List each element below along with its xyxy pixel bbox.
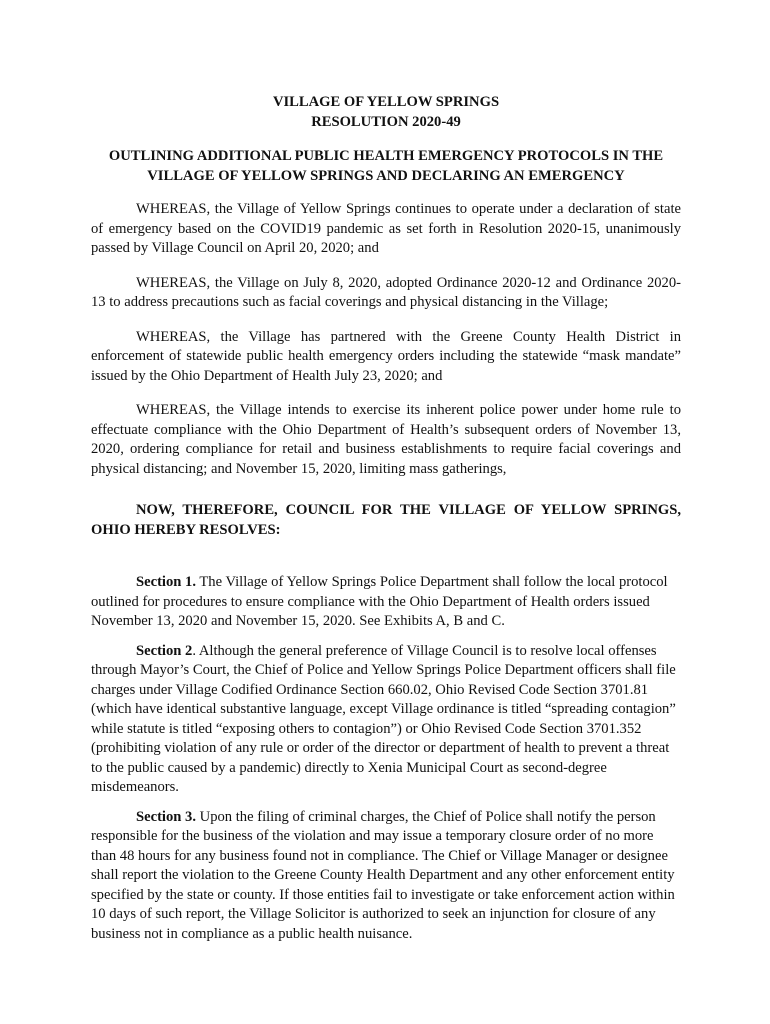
section-3	[91, 808, 681, 945]
title-line-2: RESOLUTION 2020-49	[311, 113, 461, 130]
section-3-heading: Section 3.	[136, 808, 196, 825]
section-3-text: Upon the filing of criminal charges, the Chief of Police shall notify the person responsible for the business of the violation and may issue a temporary closure order of no more than 48 hours for any business found not in compliance. The Chief or Village Manager or designee shall report the violation to the Greene County Health Department and any other enforcement entity specified by the state or county. If those entities fail to investigate or take enforcement action within 10 days of such report, the Village Solicitor is authorized to seek an injunction for closure of any business not in compliance as a public health nuisance.	[91, 808, 675, 942]
document-subtitle	[91, 147, 681, 186]
resolution-statement: NOW, THEREFORE, COUNCIL FOR THE VILLAGE OF YELLOW SPRINGS, OHIO HEREBY RESOLVES:	[91, 502, 681, 538]
whereas-paragraph-1: WHEREAS, the Village of Yellow Springs continues to operate under a declaration of state of emergency based on the COVID19 pandemic as set forth in Resolution 2020-15, unanimously passed by Village Council on April 20, 2020; and	[91, 201, 681, 256]
whereas-paragraph-3: WHEREAS, the Village has partnered with the Greene County Health District in enforcement of statewide public health emergency orders including the statewide “mask mandate” issued by the Ohio Department of Health July 23, 2020; and	[91, 328, 681, 384]
subtitle-line-2: VILLAGE OF YELLOW SPRINGS AND DECLARING AN EMERGENCY	[147, 167, 625, 184]
whereas-paragraph-4: WHEREAS, the Village intends to exercise its inherent police power under home rule to effectuate compliance with the Ohio Department of Health’s subsequent orders of November 13, 2020, ordering compliance for retail and business establishments to require facial coverings and physical distancing; and November 15, 2020, limiting mass gatherings,	[91, 402, 681, 477]
section-2-heading: Section 2	[136, 642, 193, 659]
section-1-heading: Section 1.	[136, 574, 196, 590]
section-2	[91, 642, 681, 798]
whereas-paragraph-2: WHEREAS, the Village on July 8, 2020, adopted Ordinance 2020-12 and Ordinance 2020-13 to address precautions such as facial coverings and physical distancing in the Village;	[91, 274, 681, 310]
document-title	[91, 93, 681, 132]
subtitle-line-1: OUTLINING ADDITIONAL PUBLIC HEALTH EMERGENCY PROTOCOLS IN THE	[108, 148, 664, 164]
section-1	[91, 573, 681, 632]
document-body	[91, 93, 681, 944]
section-2-text: . Although the general preference of Village Council is to resolve local offenses through Mayor’s Court, the Chief of Police and Yellow Springs Police Department officers shall file charges under Village Codified Ordinance Section 660.02, Ohio Revised Code Section 3701.81 (which have identical substantive language, except Village ordinance is titled “spreading contagion” while statute is titled “exposing others to contagion”) or Ohio Revised Code Section 3701.352 (prohibiting violation of any rule or order of the director or department of health to prevent a threat to the public caused by a pandemic) directly to Xenia Municipal Court as second-degree misdemeanors.	[91, 642, 676, 795]
section-1-text: The Village of Yellow Springs Police Department shall follow the local protocol outlined for procedures to ensure compliance with the Ohio Department of Health orders issued November 13, 2020 and November 15, 2020. See Exhibits A, B and C.	[91, 574, 668, 629]
title-line-1: VILLAGE OF YELLOW SPRINGS	[272, 94, 500, 110]
